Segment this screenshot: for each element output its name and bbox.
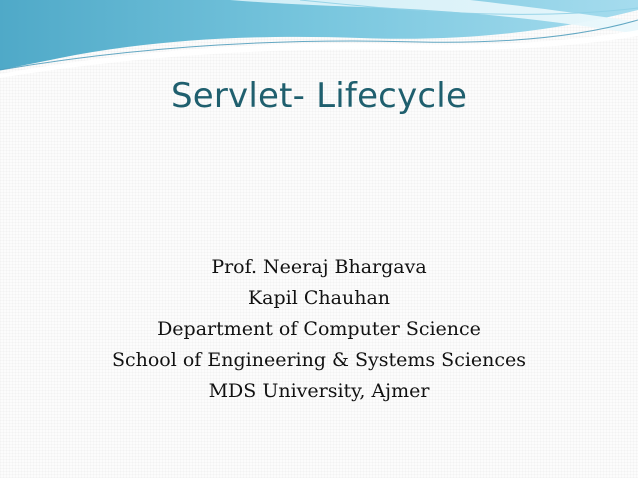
school-line: School of Engineering & Systems Sciences	[111, 349, 527, 371]
header-wave-decoration	[0, 0, 638, 80]
university-line: MDS University, Ajmer	[208, 380, 430, 402]
slide-title: Servlet- Lifecycle	[170, 76, 468, 116]
presenter-name-2: Kapil Chauhan	[247, 287, 391, 309]
slide-subtitle	[0, 252, 638, 407]
presenter-name-1: Prof. Neeraj Bhargava	[211, 256, 427, 278]
department-line: Department of Computer Science	[157, 318, 481, 340]
